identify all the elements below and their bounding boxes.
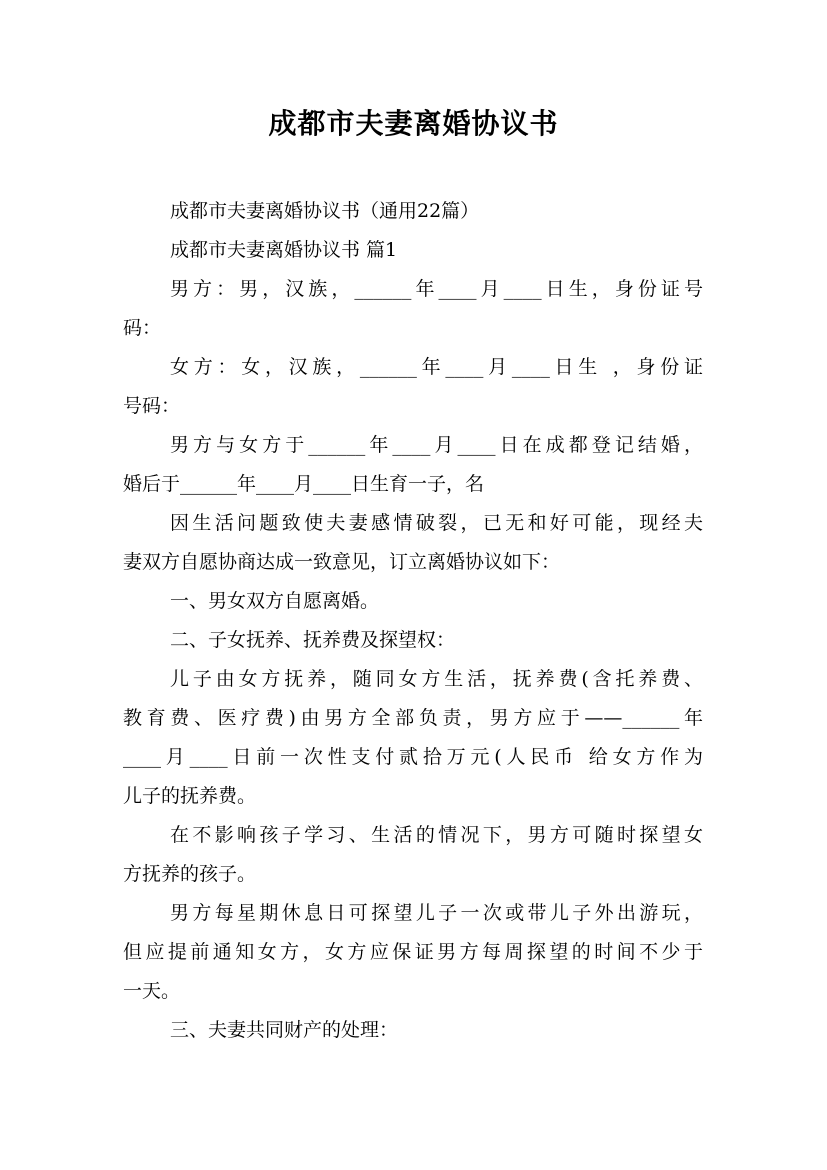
text-line: 在不影响孩子学习、生活的情况下，男方可随时探望女 [170, 824, 703, 846]
text-line: 二、子女抚养、抚养费及探望权： [170, 629, 456, 651]
document-title: 成都市夫妻离婚协议书 [268, 107, 559, 140]
text-line: 儿子由女方抚养，随同女方生活，抚养费(含托养费、 [170, 668, 703, 690]
text-line: 号码： [123, 395, 181, 417]
text-line: 妻双方自愿协商达成一致意见，订立离婚协议如下： [123, 551, 561, 573]
text-line: 儿子的抚养费。 [123, 785, 257, 807]
text-line: 男方：男，汉族，______年____月____日生，身份证号 [170, 278, 703, 300]
text-line: 码： [123, 317, 162, 339]
text-line: ____月____日前一次性支付贰拾万元(人民币 给女方作为 [123, 746, 703, 768]
text-line: 一、男女双方自愿离婚。 [170, 590, 380, 612]
text-line: 因生活问题致使夫妻感情破裂，已无和好可能，现经夫 [170, 512, 703, 534]
text-line: 三、夫妻共同财产的处理： [170, 1019, 399, 1041]
text-line: 男方每星期休息日可探望儿子一次或带儿子外出游玩， [170, 902, 703, 924]
document-body [123, 192, 703, 1050]
text-line: 女方：女，汉族，______年____月____日生 ，身份证 [170, 356, 703, 378]
text-line: 但应提前通知女方，女方应保证男方每周探望的时间不少于 [123, 941, 703, 963]
text-line: 教育费、医疗费)由男方全部负责，男方应于——______年 [123, 707, 703, 729]
text-line: 婚后于______年____月____日生育一子，名 [123, 473, 485, 495]
text-line: 男方与女方于______年____月____日在成都登记结婚， [170, 434, 703, 456]
text-line: 方抚养的孩子。 [123, 863, 257, 885]
text-line: 成都市夫妻离婚协议书（通用22篇） [170, 200, 480, 222]
text-line: 成都市夫妻离婚协议书 篇1 [170, 239, 398, 261]
text-line: 一天。 [123, 980, 181, 1002]
